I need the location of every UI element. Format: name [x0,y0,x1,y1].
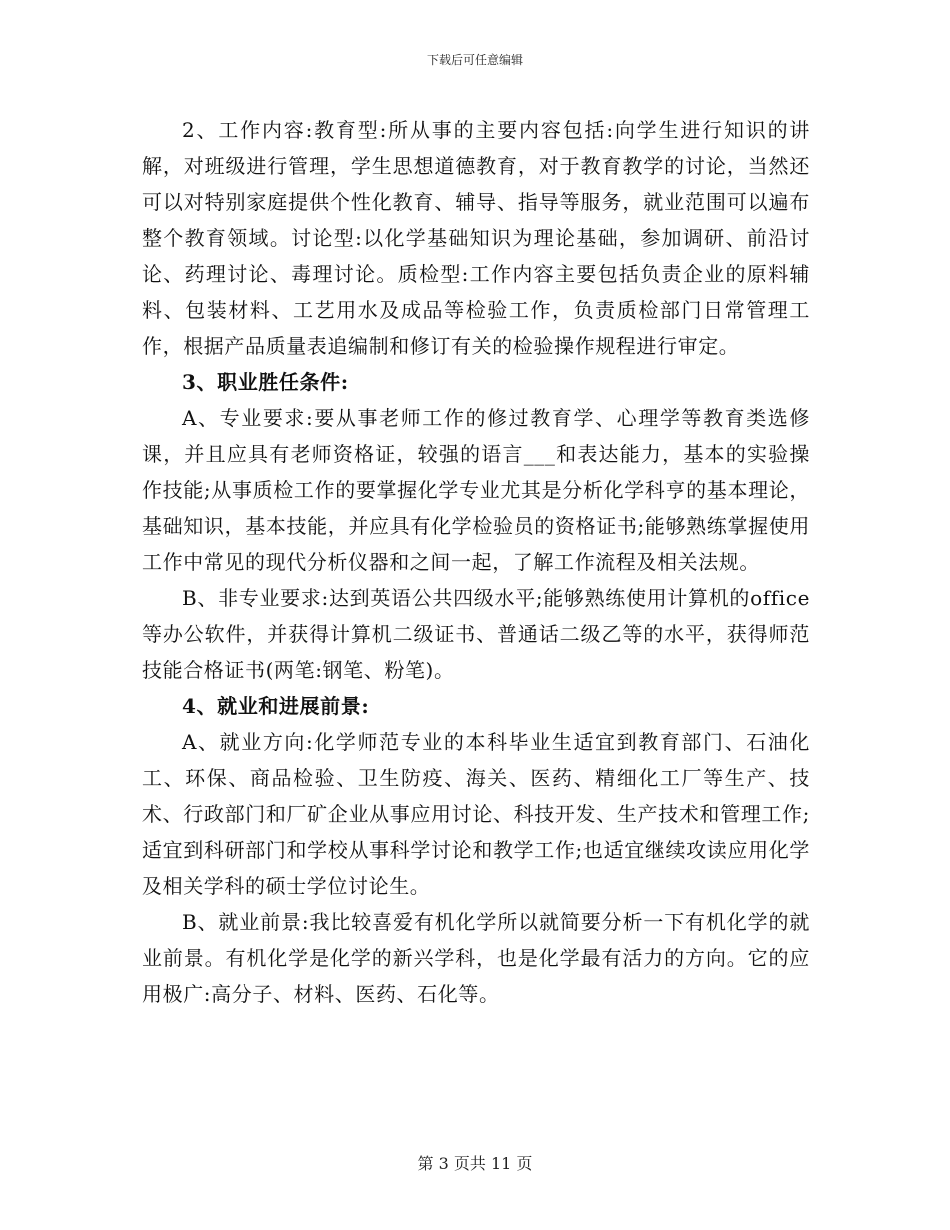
paragraph-work-content: 2、工作内容:教育型:所从事的主要内容包括:向学生进行知识的讲解，对班级进行管理，学生思想道德教育，对于教育教学的讨论，当然还可以对特别家庭提供个性化教育、辅导、指导等服务，就业范围可以遍布整个教育领域。讨论型:以化学基础知识为理论基础，参加调研、前沿讨论、药理讨论、毒理讨论。质检型:工作内容主要包括负责企业的原料辅料、包装材料、工艺用水及成品等检验工作，负责质检部门日常管理工作，根据产品质量表追编制和修订有关的检验操作规程进行审定。 [142,118,810,358]
paragraph-employment-outlook: B、就业前景:我比较喜爱有机化学所以就简要分析一下有机化学的就业前景。有机化学是化学的新兴学科，也是化学最有活力的方向。它的应用极广:高分子、材料、医药、石化等。 [142,910,810,1006]
document-body [142,112,810,1012]
paragraph-professional-requirements: A、专业要求:要从事老师工作的修过教育学、心理学等教育类选修课，并且应具有老师资格证，较强的语言___和表达能力，基本的实验操作技能;从事质检工作的要掌握化学专业尤其是分析化学科亨的基本理论，基础知识，基本技能，并应具有化学检验员的资格证书;能够熟练掌握使用工作中常见的现代分析仪器和之间一起，了解工作流程及相关法规。 [142,406,810,574]
page-number: 第 3 页共 11 页 [417,1154,533,1173]
page-header: 下载后可任意编辑 [426,53,523,67]
section-heading-employment-prospects: 4、就业和进展前景: [182,694,370,718]
paragraph-employment-direction: A、就业方向:化学师范专业的本科毕业生适宜到教育部门、石油化工、环保、商品检验、卫生防疫、海关、医药、精细化工厂等生产、技术、行政部门和厂矿企业从事应用讨论、科技开发、生产技术和管理工作;适宜到科研部门和学校从事科学讨论和教学工作;也适宜继续攻读应用化学及相关学科的硕士学位讨论生。 [142,730,810,898]
paragraph-non-professional-requirements: B、非专业要求:达到英语公共四级水平;能够熟练使用计算机的office等办公软件，并获得计算机二级证书、普通话二级乙等的水平，获得师范技能合格证书(两笔:钢笔、粉笔)。 [142,586,810,682]
section-heading-competency: 3、职业胜任条件: [182,370,349,394]
